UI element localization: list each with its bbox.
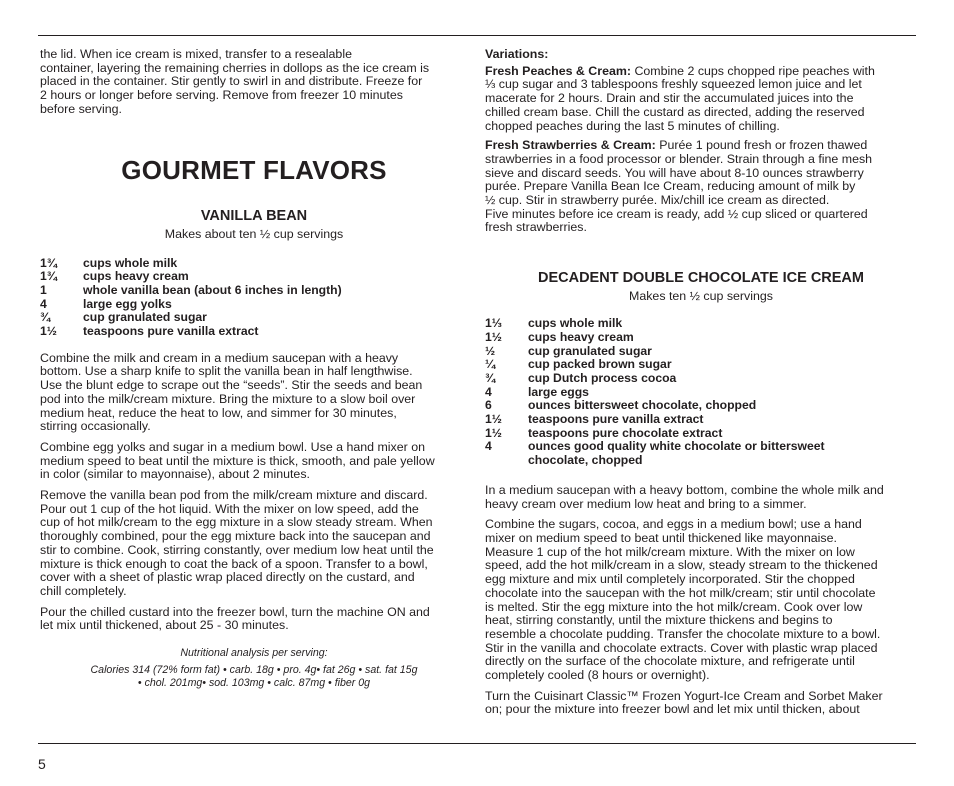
servings-chocolate: Makes ten ½ cup servings bbox=[629, 289, 773, 304]
step-line: speed, add the hot milk/cream in a slow, steady stream to the thickened bbox=[485, 558, 878, 573]
variation-peaches bbox=[485, 65, 917, 134]
step-line: let mix until thickened, about 25 - 30 minutes. bbox=[40, 618, 289, 633]
step-line: is melted. Stir the egg mixture into the hot milk/cream. Cook over low bbox=[485, 599, 863, 614]
step-line: Stir in the vanilla and chocolate extracts. Cover with plastic wrap placed bbox=[485, 640, 878, 655]
step-paragraph bbox=[485, 690, 917, 717]
variation-line: macerate for 2 hours. Drain and stir the accumulated juices into the bbox=[485, 91, 854, 106]
ingredient-qty: ¾ bbox=[485, 370, 496, 385]
step-line: chocolate into the saucepan with the hot milk/cream; stir until chocolate bbox=[485, 585, 876, 600]
ingredient-qty: ½ bbox=[485, 343, 496, 358]
ingredient-row bbox=[485, 372, 917, 386]
bottom-rule bbox=[38, 743, 916, 744]
intro-line: container, layering the remaining cherries in dollops as the ice cream is bbox=[40, 60, 430, 75]
ingredient-text: ounces good quality white chocolate or bittersweet bbox=[528, 439, 825, 454]
step-line: cup of hot milk/cream to the egg mixture in a slow steady stream. When bbox=[40, 515, 433, 530]
variations-heading: Variations: bbox=[485, 47, 549, 61]
ingredient-row bbox=[40, 284, 468, 298]
step-line: on; pour the mixture into freezer bowl and let mix until thicken, about bbox=[485, 702, 860, 717]
ingredient-text: ounces bittersweet chocolate, chopped bbox=[528, 398, 757, 413]
step-line: Pour the chilled custard into the freezer bowl, turn the machine ON and bbox=[40, 604, 430, 619]
step-paragraph bbox=[40, 352, 468, 434]
step-paragraph bbox=[485, 518, 917, 682]
ingredient-text: teaspoons pure vanilla extract bbox=[528, 412, 704, 427]
ingredient-text: whole vanilla bean (about 6 inches in length) bbox=[83, 282, 342, 297]
intro-line: placed in the container. Stir gently to swirl in and distribute. Freeze for bbox=[40, 74, 423, 89]
servings-vanilla: Makes about ten ½ cup servings bbox=[164, 226, 344, 241]
nutrition-line: Calories 314 (72% form fat) • carb. 18g • pro. 4g• fat 26g • sat. fat 15g bbox=[90, 664, 418, 677]
section-title: GOURMET FLAVORS bbox=[121, 154, 387, 185]
ingredient-row bbox=[40, 298, 468, 312]
ingredient-qty: 1½ bbox=[485, 425, 502, 440]
ingredient-qty: 6 bbox=[485, 398, 492, 413]
step-line: Combine egg yolks and sugar in a medium bowl. Use a hand mixer on bbox=[40, 439, 425, 454]
intro-line: 2 hours or longer before serving. Remove from freezer 10 minutes bbox=[40, 88, 403, 103]
ingredient-text: large eggs bbox=[528, 384, 589, 399]
step-line: In a medium saucepan with a heavy bottom, combine the whole milk and bbox=[485, 482, 884, 497]
ingredient-row bbox=[485, 358, 917, 372]
variation-line: ⅓ cup sugar and 3 tablespoons freshly squeezed lemon juice and let bbox=[485, 77, 862, 92]
ingredient-qty: 1½ bbox=[485, 329, 502, 344]
ingredient-text: cup granulated sugar bbox=[83, 310, 207, 325]
step-line: medium speed to beat until the mixture is thick, smooth, and pale yellow bbox=[40, 453, 435, 468]
variation-line: ½ cup. Stir in strawberry purée. Mix/chill ice cream as directed. bbox=[485, 193, 830, 208]
variation-label: Fresh Peaches & Cream: bbox=[485, 63, 632, 78]
step-line: in color (similar to mayonnaise), about 2 minutes. bbox=[40, 467, 310, 482]
ingredient-qty: 1½ bbox=[40, 324, 57, 339]
ingredient-qty: 4 bbox=[40, 296, 47, 311]
ingredient-qty: 1¾ bbox=[40, 255, 57, 270]
step-paragraph bbox=[40, 489, 468, 599]
ingredient-row bbox=[485, 317, 917, 331]
ingredient-row bbox=[40, 257, 468, 271]
step-line: Measure 1 cup of the hot milk/cream mixture. With the mixer on low bbox=[485, 544, 855, 559]
step-line: heat, stirring constantly, until the mixture thickens and begins to bbox=[485, 613, 833, 628]
step-line: heavy cream over medium low heat and bring to a simmer. bbox=[485, 496, 807, 511]
ingredient-text: chocolate, chopped bbox=[528, 453, 643, 468]
step-paragraph bbox=[40, 606, 468, 633]
variation-line: chopped peaches during the last 5 minutes of chilling. bbox=[485, 118, 780, 133]
step-line: cover with a sheet of plastic wrap placed directly on the custard, and bbox=[40, 570, 415, 585]
ingredient-text: large egg yolks bbox=[83, 296, 172, 311]
step-line: Turn the Cuisinart Classic™ Frozen Yogurt-Ice Cream and Sorbet Maker bbox=[485, 688, 883, 703]
step-line: pod into the milk/cream mixture. Bring the mixture to a slow boil over bbox=[40, 391, 416, 406]
ingredient-text: cups heavy cream bbox=[83, 269, 189, 284]
step-line: stirring occasionally. bbox=[40, 419, 151, 434]
right-column bbox=[485, 48, 917, 717]
ingredient-text: cups whole milk bbox=[83, 255, 178, 270]
step-line: mixture is thick enough to coat the back of a spoon. Transfer to a bowl, bbox=[40, 556, 428, 571]
ingredient-row bbox=[485, 413, 917, 427]
ingredient-qty: ¾ bbox=[40, 310, 51, 325]
ingredient-row bbox=[485, 440, 917, 454]
ingredient-row bbox=[485, 345, 917, 359]
step-line: stir to combine. Cook, stirring constantly, over medium low heat until the bbox=[40, 542, 434, 557]
variation-line: Combine 2 cups chopped ripe peaches with bbox=[631, 63, 875, 78]
step-line: medium heat, reduce the heat to low, and simmer for 30 minutes, bbox=[40, 405, 397, 420]
ingredient-qty: 4 bbox=[485, 439, 492, 454]
step-line: directly on the surface of the chocolate mixture, and refrigerate until bbox=[485, 654, 855, 669]
ingredient-qty: 1 bbox=[40, 282, 47, 297]
nutrition-line: • chol. 201mg• sod. 103mg • calc. 87mg • fiber 0g bbox=[137, 676, 371, 689]
step-line: Combine the milk and cream in a medium saucepan with a heavy bbox=[40, 350, 399, 365]
ingredient-row bbox=[485, 331, 917, 345]
recipe-title-chocolate: DECADENT DOUBLE CHOCOLATE ICE CREAM bbox=[538, 270, 864, 287]
step-line: Use the blunt edge to scrape out the “seeds”. Stir the seeds and bean bbox=[40, 378, 423, 393]
recipe-title-vanilla: VANILLA BEAN bbox=[200, 207, 308, 224]
step-line: mixer on medium speed to beat until thickened like mayonnaise. bbox=[485, 530, 837, 545]
ingredient-qty: 1½ bbox=[485, 412, 502, 427]
ingredient-text: cup granulated sugar bbox=[528, 343, 652, 358]
step-line: resemble a chocolate pudding. Transfer the chocolate mixture to a bowl. bbox=[485, 626, 881, 641]
top-rule bbox=[38, 35, 916, 36]
step-line: bottom. Use a sharp knife to split the vanilla bean in half lengthwise. bbox=[40, 364, 413, 379]
ingredient-qty: ¼ bbox=[485, 357, 496, 372]
step-paragraph bbox=[485, 484, 917, 511]
step-line: thoroughly combined, pour the egg mixture back into the saucepan and bbox=[40, 529, 431, 544]
ingredient-row bbox=[40, 270, 468, 284]
step-line: Combine the sugars, cocoa, and eggs in a medium bowl; use a hand bbox=[485, 517, 862, 532]
ingredients-list-chocolate bbox=[485, 317, 917, 468]
nutrition-heading: Nutritional analysis per serving: bbox=[180, 647, 328, 660]
step-line: Pour out 1 cup of the hot liquid. With the mixer on low speed, add the bbox=[40, 501, 419, 516]
ingredient-row bbox=[485, 427, 917, 441]
ingredient-qty: 1⅓ bbox=[485, 316, 502, 331]
ingredient-text: cups heavy cream bbox=[528, 329, 634, 344]
ingredient-row bbox=[485, 386, 917, 400]
intro-line: before serving. bbox=[40, 101, 122, 116]
ingredients-list-vanilla bbox=[40, 257, 468, 339]
step-line: completely cooled (8 hours or overnight). bbox=[485, 668, 710, 683]
step-line: Remove the vanilla bean pod from the milk/cream mixture and discard. bbox=[40, 488, 428, 503]
step-paragraph bbox=[40, 441, 468, 482]
variation-line: Five minutes before ice cream is ready, add ½ cup sliced or quartered bbox=[485, 206, 868, 221]
variation-line: sieve and discard seeds. You will have about 8-10 ounces strawberry bbox=[485, 165, 864, 180]
ingredient-row bbox=[485, 399, 917, 413]
ingredient-text: cup Dutch process cocoa bbox=[528, 370, 677, 385]
ingredient-row bbox=[40, 325, 468, 339]
ingredient-qty: 4 bbox=[485, 384, 492, 399]
ingredient-text: teaspoons pure vanilla extract bbox=[83, 324, 259, 339]
variation-line: Purée 1 pound fresh or frozen thawed bbox=[655, 138, 868, 153]
step-line: egg mixture and mix until completely incorporated. Stir the chopped bbox=[485, 572, 855, 587]
variation-line: strawberries in a food processor or blender. Strain through a fine mesh bbox=[485, 151, 873, 166]
ingredient-qty: 1¾ bbox=[40, 269, 57, 284]
ingredient-row bbox=[485, 454, 917, 468]
variation-line: chilled cream base. Chill the custard as directed, adding the reserved bbox=[485, 104, 865, 119]
ingredient-qty bbox=[485, 454, 528, 468]
left-column bbox=[40, 48, 468, 689]
nutrition-info bbox=[40, 664, 468, 689]
intro-line: the lid. When ice cream is mixed, transfer to a resealable bbox=[40, 47, 352, 61]
intro-paragraph bbox=[40, 48, 468, 117]
ingredient-row bbox=[40, 311, 468, 325]
step-line: chill completely. bbox=[40, 583, 127, 598]
ingredient-text: teaspoons pure chocolate extract bbox=[528, 425, 723, 440]
ingredient-text: cups whole milk bbox=[528, 316, 623, 331]
variation-line: fresh strawberries. bbox=[485, 220, 587, 235]
variation-line: purée. Prepare Vanilla Bean Ice Cream, reducing amount of milk by bbox=[485, 179, 856, 194]
variation-label: Fresh Strawberries & Cream: bbox=[485, 138, 656, 153]
ingredient-text: cup packed brown sugar bbox=[528, 357, 672, 372]
page-number: 5 bbox=[38, 756, 46, 772]
variation-strawberries bbox=[485, 139, 917, 235]
